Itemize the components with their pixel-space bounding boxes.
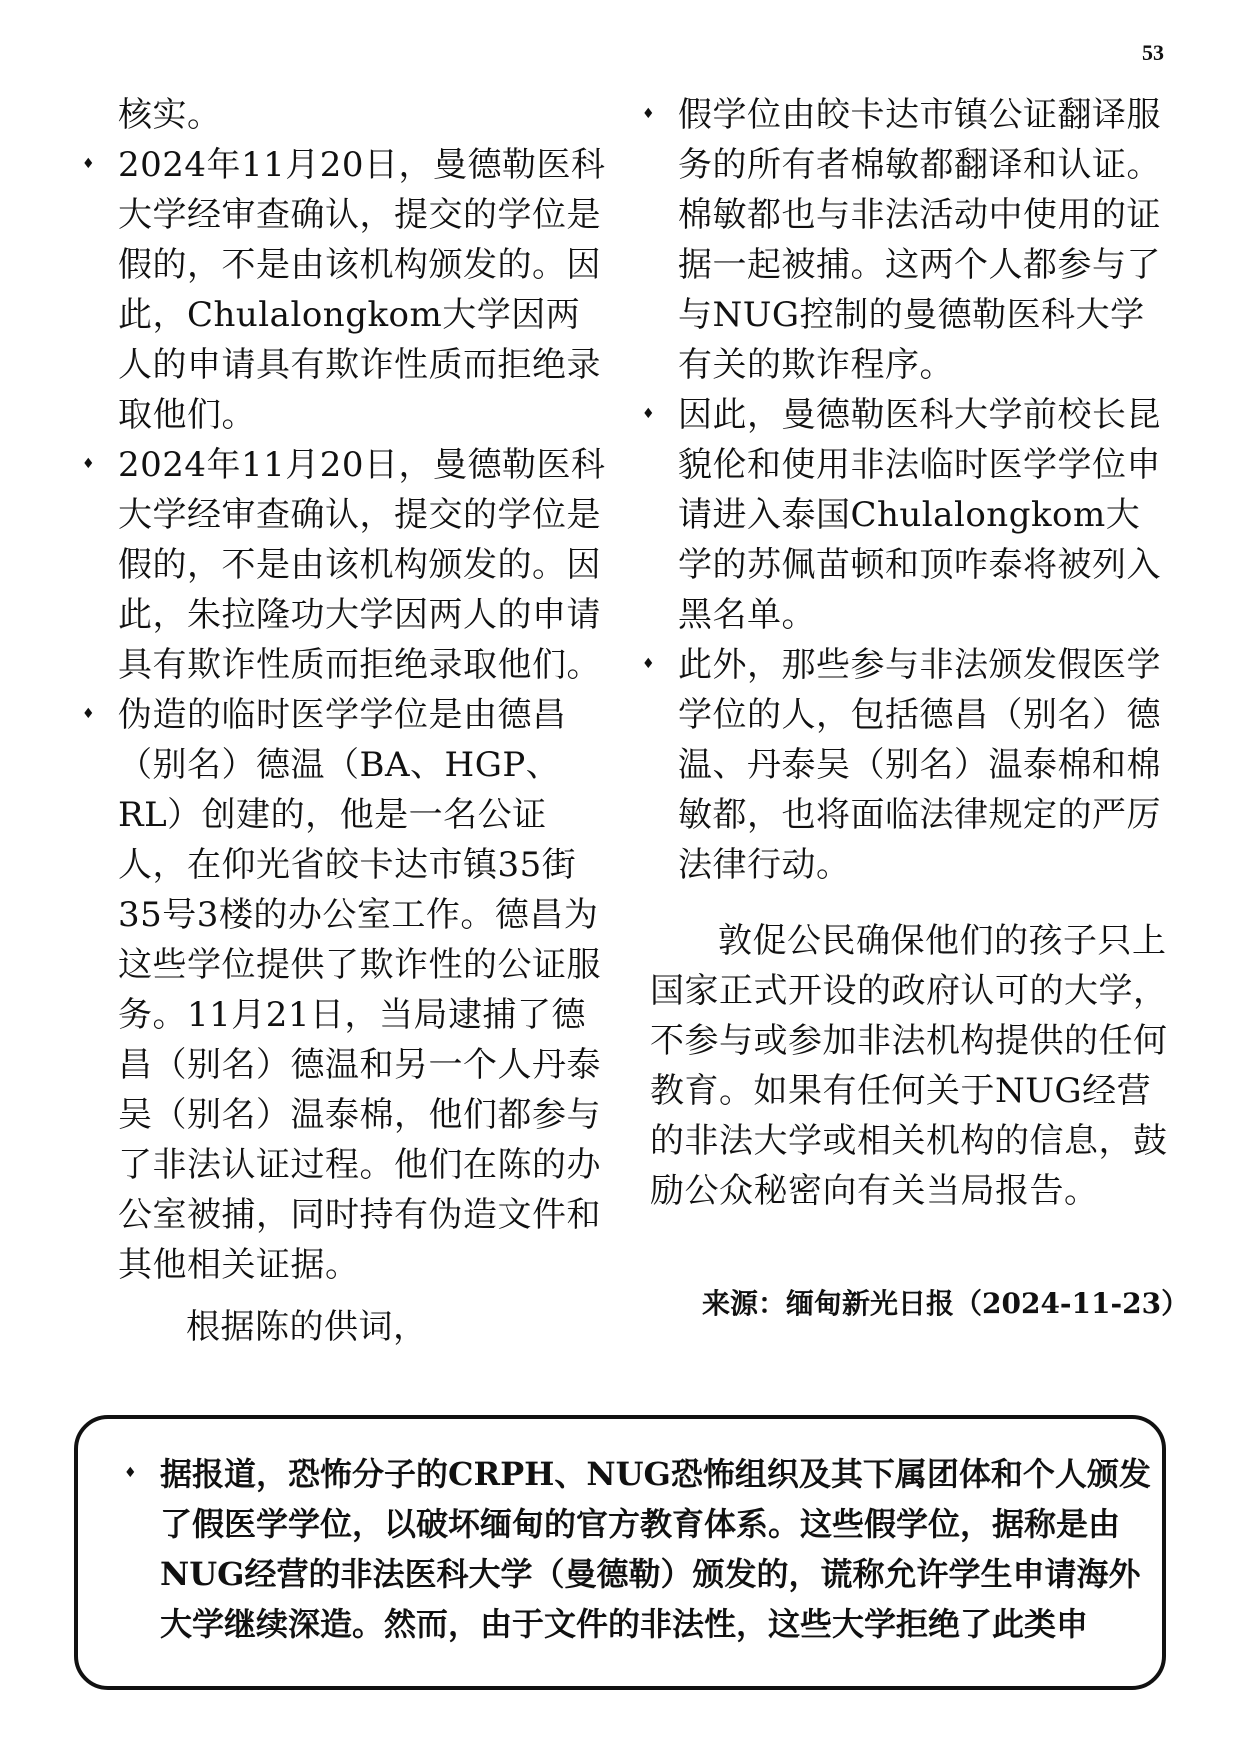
right-bullet-1: ♦ 假学位由皎卡达市镇公证翻译服务的所有者棉敏都翻译和认证。棉敏都也与非法活动中使用的证据一起被捕。这两个人都参与了与NUG控制的曼德勒医科大学有关的欺诈程序。 bbox=[650, 90, 1170, 390]
left-bullet-3: ♦ 伪造的临时医学学位是由德昌（别名）德温（BA、HGP、RL）创建的，他是一名公证人，在仰光省皎卡达市镇35街35号3楼的办公室工作。德昌为这些学位提供了欺诈性的公证服务。11月21日，当局逮捕了德昌（别名）德温和另一个人丹泰吴（别名）温泰棉，他们都参与了非法认证过程。他们在陈的办公室被捕，同时持有伪造文件和其他相关证据。 bbox=[90, 690, 610, 1290]
highlight-box bbox=[74, 1415, 1166, 1690]
right-bullet-2: ♦ 因此，曼德勒医科大学前校长昆貌伦和使用非法临时医学学位申请进入泰国Chulalongkom大学的苏佩苗顿和顶咋泰将被列入黑名单。 bbox=[650, 390, 1170, 640]
page-number: 53 bbox=[1142, 40, 1164, 65]
left-bullet-1: ♦ 2024年11月20日，曼德勒医科大学经审查确认，提交的学位是假的，不是由该机构颁发的。因此，Chulalongkom大学因两人的申请具有欺诈性质而拒绝录取他们。 bbox=[90, 140, 610, 440]
left-column bbox=[90, 90, 610, 1352]
right-bullet-3: ♦ 此外，那些参与非法颁发假医学学位的人，包括德昌（别名）德温、丹泰吴（别名）温泰棉和棉敏都，也将面临法律规定的严厉法律行动。 bbox=[650, 640, 1170, 890]
highlight-box-bullet: ♦ 据报道，恐怖分子的CRPH、NUG恐怖组织及其下属团体和个人颁发了假医学学位，以破坏缅甸的官方教育体系。这些假学位，据称是由NUG经营的非法医科大学（曼德勒）颁发的，谎称允许学生申请海外大学继续深造。然而，由于文件的非法性，这些大学拒绝了此类申 bbox=[132, 1449, 1170, 1649]
right-column bbox=[650, 90, 1170, 1216]
right-closing-paragraph: 敦促公民确保他们的孩子只上国家正式开设的政府认可的大学，不参与或参加非法机构提供的任何教育。如果有任何关于NUG经营的非法大学或相关机构的信息，鼓励公众秘密向有关当局报告。 bbox=[650, 921, 1168, 1211]
continuation-text: 核实。 bbox=[118, 95, 222, 135]
left-closing-paragraph: 根据陈的供词， bbox=[186, 1307, 428, 1347]
left-bullet-2: ♦ 2024年11月20日，曼德勒医科大学经审查确认，提交的学位是假的，不是由该机构颁发的。因此，朱拉隆功大学因两人的申请具有欺诈性质而拒绝录取他们。 bbox=[90, 440, 610, 690]
source-citation: 来源：缅甸新光日报（2024-11-23） bbox=[702, 1287, 1190, 1320]
